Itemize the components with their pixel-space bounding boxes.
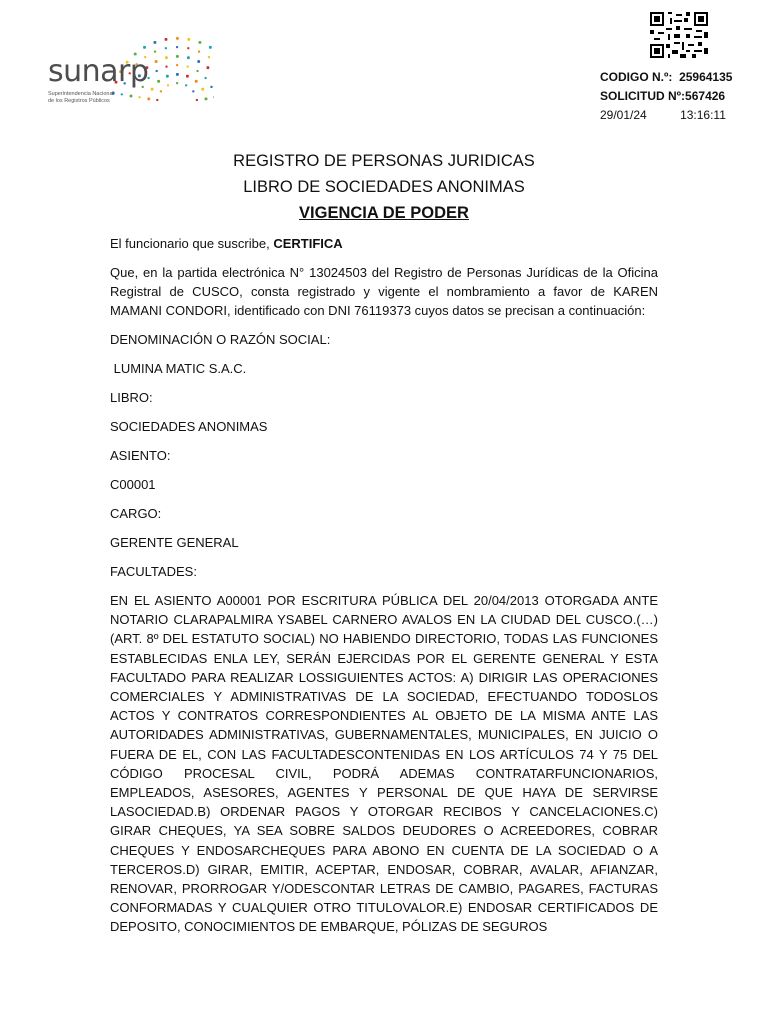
logo-dot [157, 80, 160, 83]
logo-dot [156, 70, 158, 72]
solicitud: SOLICITUD Nº:567426 [600, 89, 726, 103]
cargo-label: CARGO: [110, 506, 162, 521]
asiento-value: C00001 [110, 477, 156, 492]
que-paragraph: Que, en la partida electrónica N° 13024503 del Registro de Personas Jurídicas de la Oficina Registral de CUSCO, consta registrado y vigente el nombramiento a favor de KAREN MAMANI CONDORI, identificado con DNI 76119373 cuyos datos se precisan a continuación: [110, 265, 658, 318]
logo-dot [185, 84, 187, 86]
time: 13:16:11 [680, 108, 726, 122]
sunarp-logo [44, 24, 214, 116]
logo-dot [214, 96, 215, 98]
codigo-value: 25964135 [679, 70, 733, 84]
logo-dot [176, 55, 179, 58]
qr-code-icon [650, 12, 708, 58]
logo-dot [198, 51, 200, 53]
libro-label: LIBRO: [110, 390, 153, 405]
logo-dot [166, 75, 169, 78]
logo-dot [155, 60, 158, 63]
logo-dot [192, 90, 194, 92]
logo-dot [208, 56, 210, 58]
logo-dot [207, 66, 210, 69]
libro-value: SOCIEDADES ANONIMAS [110, 419, 268, 434]
logo-dot [196, 99, 198, 101]
facultades-label: FACULTADES: [110, 564, 197, 579]
codigo-label: CODIGO N.º: [600, 70, 673, 84]
date: 29/01/24 [600, 108, 647, 122]
logo-subtitle [48, 91, 158, 105]
logo-dot [167, 84, 169, 86]
logo-dot [176, 64, 178, 66]
document-meta [600, 68, 732, 125]
facultades-text: EN EL ASIENTO A00001 POR ESCRITURA PÚBLICA DEL 20/04/2013 OTORGADA ANTE NOTARIO CLARAPALMIRA YSABEL CARNERO AVALOS EN LA CIUDAD DEL CUSCO.(…) (ART. 8º DEL ESTATUTO SOCIAL) NO HABIENDO DIRECTORIO, TODAS LAS FUNCIONES ESTABLECIDAS ENLA LEY, SERÁN EJERCIDAS POR EL GERENTE GENERAL Y ESTA FACULTADO PARA REALIZAR LOSSIGUIENTES ACTOS: A) DIRIGIR LAS OPERACIONES COMERCIALES Y ADMINISTRATIVAS DE LA SOCIEDAD, EFECTUANDO TODOSLOS ACTOS Y CONTRATOS CORRESPONDIENTES AL OBJETO DE LA MISMA ANTE LAS AUTORIDADES ADMINISTRATIVAS, GUBERNAMENTALES, MUNICIPALES, EN JUICIO O FUERA DE EL, CON LAS FACULTADESCONTENIDAS EN LOS ARTÍCULOS 74 Y 75 DEL CÓDIGO PROCESAL CIVIL, PODRÁ ADEMAS CONTRATARFUNCIONARIOS, EMPLEADOS, ASESORES, AGENTES Y PERSONAL DE QUE HAYA DE SERVIRSE LASOCIEDAD.B) ORDENAR PAGOS Y OTORGAR RECIBOS Y CANCELACIONES.C) GIRAR CHEQUES, YA SEA SOBRE SALDOS DEUDORES O ACREEDORES, COBRAR CHEQUES Y ENDOSARCHEQUES PARA ABONO EN CUENTA DE LA SOCIEDAD O A TERCEROS.D) GIRAR, EMITIR, ACEPTAR, ENDOSAR, COBRAR, AVALAR, AFIANZAR, RENOVAR, PRORROGAR Y/ODESCONTAR LETRAS DE CAMBIO, PAGARES, FACTURAS CONFORMADAS Y CUALQUIER OTRO TITULOVALOR.E) ENDOSAR CERTIFICADOS DE DEPOSITO, CONOCIMIENTOS DE EMBARQUE, PÓLIZAS DE SEGUROS [110, 593, 658, 935]
logo-dot [199, 41, 202, 44]
denominacion-label: DENOMINACIÓN O RAZÓN SOCIAL: [110, 332, 331, 347]
cargo-value: GERENTE GENERAL [110, 535, 239, 550]
logo-dot [210, 86, 212, 88]
logo-dot [176, 73, 179, 76]
logo-dot [187, 38, 190, 41]
title-libro: LIBRO DE SOCIEDADES ANONIMAS [243, 178, 525, 196]
logo-subtitle-line2: de los Registros Públicos [48, 98, 110, 104]
logo-dot [154, 41, 157, 44]
title-vigencia: VIGENCIA DE PODER [299, 204, 469, 222]
logo-dot [176, 46, 178, 48]
denominacion-value: LUMINA MATIC S.A.C. [110, 361, 247, 376]
logo-dot [165, 56, 168, 59]
certifica-intro: El funcionario que suscribe, [110, 236, 274, 251]
datetime-row [600, 106, 732, 125]
logo-dot [165, 38, 168, 41]
logo-dot [176, 82, 178, 84]
logo-dot [187, 56, 190, 59]
logo-dot [143, 46, 146, 49]
logo-dot [165, 66, 167, 68]
logo-dot [197, 60, 200, 63]
logo-dot [187, 66, 189, 68]
asiento-label: ASIENTO: [110, 448, 171, 463]
certifica-line [110, 234, 658, 253]
logo-dot [195, 80, 198, 83]
logo-wordmark: sunarp [48, 54, 149, 89]
codigo-row [600, 68, 732, 87]
title-registro: REGISTRO DE PERSONAS JURIDICAS [233, 152, 535, 170]
document-body [110, 234, 658, 937]
logo-dot [176, 37, 179, 40]
logo-subtitle-line1: Superintendencia Nacional [48, 91, 114, 97]
document-titles [0, 148, 768, 226]
logo-dot [186, 75, 189, 78]
logo-dot [205, 77, 207, 79]
logo-dot [165, 47, 167, 49]
logo-dot [201, 88, 204, 91]
logo-dot [154, 51, 156, 53]
logo-dot [187, 47, 189, 49]
certifica-bold: CERTIFICA [273, 236, 343, 251]
logo-dot [160, 90, 162, 92]
logo-dot [209, 46, 212, 49]
logo-dot [196, 70, 198, 72]
logo-dot [205, 98, 208, 101]
